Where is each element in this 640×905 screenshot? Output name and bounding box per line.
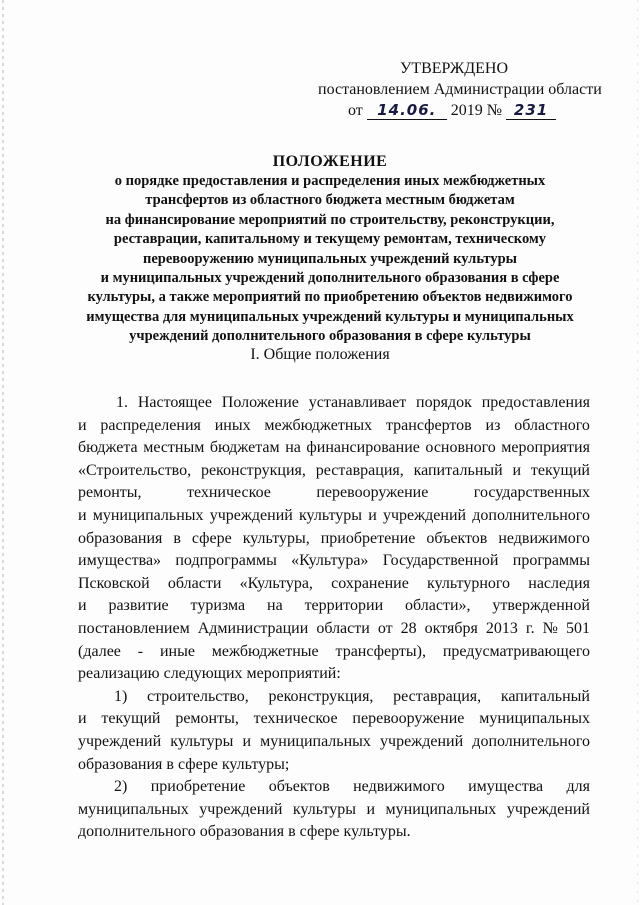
body-word: распределения: [100, 416, 201, 434]
body-word: учреждений: [506, 800, 590, 818]
body-line: [78, 776, 590, 799]
body-word: развитие: [108, 597, 169, 615]
body-word: образования: [78, 529, 163, 547]
body-word: в: [173, 529, 181, 547]
body-word: области: [316, 619, 370, 637]
body-word: объектов: [268, 778, 330, 796]
body-word: межбюджетных: [264, 416, 373, 434]
title-line: реставрации, капитальному и текущему ремонтам, техническому: [113, 231, 547, 248]
body-word: области»,: [405, 597, 471, 615]
body-word: «Культура,: [239, 574, 313, 592]
body-word: учреждений: [209, 506, 293, 524]
body-word: Псковской: [78, 574, 150, 592]
body-line: [78, 799, 590, 822]
body-word: культуры: [299, 506, 363, 524]
body-word: «Строительство,: [78, 461, 192, 479]
body-word: муниципальных: [479, 710, 590, 728]
body-word: ремонты,: [78, 484, 142, 502]
title-line: имущества для муниципальных учреждений культуры и муниципальных: [86, 308, 574, 325]
title-line: культуры, а также мероприятий по приобретению объектов недвижимого: [87, 289, 573, 306]
body-line: [78, 460, 590, 483]
body-word: Государственной: [382, 552, 499, 570]
body-word: и: [78, 416, 87, 434]
body-word: муниципальных: [260, 732, 371, 750]
title-line: на финансирование мероприятий по строительству, реконструкции,: [105, 211, 555, 228]
body-word: предусматривающего: [442, 642, 590, 660]
body-word: порядок: [416, 394, 472, 411]
body-line: дополнительного образования в сфере культуры.: [78, 823, 411, 841]
body-word: и: [78, 710, 87, 728]
body-word: бюджетам: [209, 439, 280, 457]
body-word: октября: [424, 619, 478, 637]
title-line: и муниципальных учреждений дополнительного образования в сфере: [100, 270, 560, 287]
body-word: перевооружение: [316, 484, 429, 502]
body-word: трансферты),: [335, 642, 426, 660]
document-title: ПОЛОЖЕНИЕ: [272, 153, 388, 170]
body-word: текущий: [530, 461, 590, 479]
approval-date-line: [348, 100, 556, 121]
approved-by: постановлением Администрации области: [318, 81, 602, 98]
body-line: [78, 641, 590, 664]
body-word: №: [542, 619, 558, 637]
body-word: устанавливает: [308, 394, 407, 411]
body-word: культуры: [292, 800, 356, 818]
body-word: предоставления: [481, 394, 590, 411]
body-line: [78, 437, 590, 460]
body-word: реконструкция,: [200, 461, 306, 479]
body-word: на: [267, 597, 283, 615]
body-word: реконструкция,: [268, 687, 374, 705]
body-word: мероприятия: [501, 439, 590, 457]
body-word: недвижимого: [353, 778, 445, 796]
approval-number-handwritten: 231: [506, 102, 556, 120]
title-block: [60, 152, 600, 347]
body-word: бюджета: [78, 439, 138, 457]
body-word: от: [377, 619, 393, 637]
body-word: имущества»: [78, 552, 162, 570]
body-line: [78, 528, 590, 551]
section-heading: I. Общие положения: [250, 346, 390, 363]
scan-edge-right: [637, 0, 638, 905]
body-word: Администрации: [197, 619, 309, 637]
body-word: 2013: [485, 619, 518, 637]
title-line: перевооружению муниципальных учреждений культуры: [142, 250, 517, 267]
body-word: техническое: [253, 710, 338, 728]
date-prefix: от: [348, 102, 363, 119]
body-line: [78, 573, 590, 596]
body-word: муниципальных: [92, 506, 204, 524]
body-word: строительство,: [147, 687, 249, 705]
title-line: учреждений дополнительного образования в сфере культуры: [129, 328, 531, 345]
body-word: и: [512, 461, 522, 479]
body-word: сохранение: [331, 574, 409, 592]
body-word: приобретение: [150, 778, 246, 796]
body-word: 2): [114, 778, 128, 796]
body-word: учреждений: [199, 800, 283, 818]
body-word: и: [242, 732, 251, 750]
body-word: территории: [304, 597, 384, 615]
body-word: культурного: [427, 574, 511, 592]
body-word: дополнительного: [472, 732, 590, 750]
body-word: (далее: [78, 642, 121, 660]
body-word: государственных: [473, 484, 590, 502]
scan-edge-left: [2, 0, 4, 905]
approved-label: УТВЕРЖДЕНО: [400, 60, 509, 77]
body-line: [78, 686, 590, 709]
body-line: [78, 482, 590, 505]
body-word: области: [167, 574, 222, 592]
body-word: иных: [214, 416, 251, 434]
body-word: учреждений: [382, 506, 467, 524]
title-line: о порядке предоставления и распределения иных межбюджетных: [114, 173, 546, 189]
title-line: трансфертов из областного бюджета местным бюджетам: [145, 192, 515, 209]
body-line: [78, 415, 590, 438]
body-word: муниципальных: [78, 800, 189, 818]
body-line: реализацию следующих мероприятий:: [78, 665, 341, 683]
body-line: [78, 595, 590, 618]
body-word: -: [137, 642, 144, 660]
body-word: для: [566, 778, 590, 796]
body-word: приобретение: [320, 529, 416, 547]
body-word: областного: [514, 416, 590, 434]
body-word: программы: [512, 552, 590, 570]
body-word: на: [285, 439, 301, 457]
body-word: утвержденной: [492, 597, 590, 615]
body-word: капитальный: [500, 687, 590, 705]
body-word: туризма: [190, 597, 246, 615]
body-line: [78, 708, 590, 731]
body-word: техническое: [186, 484, 271, 502]
body-word: и: [78, 597, 87, 615]
body-word: объектов: [426, 529, 488, 547]
body-line: [78, 392, 590, 415]
body-word: имущества: [468, 778, 544, 796]
body-word: иные: [159, 642, 195, 660]
body-word: реставрация,: [315, 461, 404, 479]
body-word: местным: [143, 439, 205, 457]
body-word: учреждений: [78, 732, 162, 750]
body-word: 1): [114, 687, 128, 705]
body-word: подпрограммы: [175, 552, 277, 570]
body-line: образования в сфере культуры;: [78, 755, 290, 773]
body-word: дополнительного: [472, 506, 590, 524]
body-word: текущий: [101, 710, 161, 728]
body-word: г.: [525, 619, 535, 637]
body-word: финансирование: [306, 439, 420, 457]
body-word: из: [485, 416, 501, 434]
body-word: 1.: [116, 394, 128, 411]
body-word: и: [368, 506, 377, 524]
body-word: постановлением: [78, 619, 190, 637]
body-word: трансфертов: [385, 416, 472, 434]
body-word: Положение: [221, 394, 299, 411]
approval-date-handwritten: 14.06.: [367, 102, 447, 120]
body-line: [78, 618, 590, 641]
body-word: сфере: [191, 529, 232, 547]
body-word: культуры,: [242, 529, 310, 547]
body-word: основного: [425, 439, 496, 457]
body-word: наследия: [528, 574, 590, 592]
body-word: культуры: [170, 732, 234, 750]
body-word: учреждений: [380, 732, 464, 750]
body-word: недвижимого: [498, 529, 590, 547]
body-word: капитальный: [413, 461, 503, 479]
body-word: ремонты,: [175, 710, 239, 728]
body-word: 501: [565, 619, 590, 637]
body-word: муниципальных: [385, 800, 497, 818]
body-word: и: [366, 800, 376, 818]
body-line: [78, 731, 590, 754]
body-text: [78, 392, 590, 844]
body-word: Настоящее: [137, 394, 212, 411]
body-line: [78, 550, 590, 573]
body-word: 28: [400, 619, 417, 637]
year-label: 2019 №: [450, 102, 503, 119]
body-line: [78, 505, 590, 528]
body-word: «Культура»: [291, 552, 369, 570]
body-word: реставрация,: [393, 687, 482, 705]
body-word: межбюджетные: [211, 642, 319, 660]
body-word: и: [78, 506, 87, 524]
body-word: перевооружение: [352, 710, 465, 728]
